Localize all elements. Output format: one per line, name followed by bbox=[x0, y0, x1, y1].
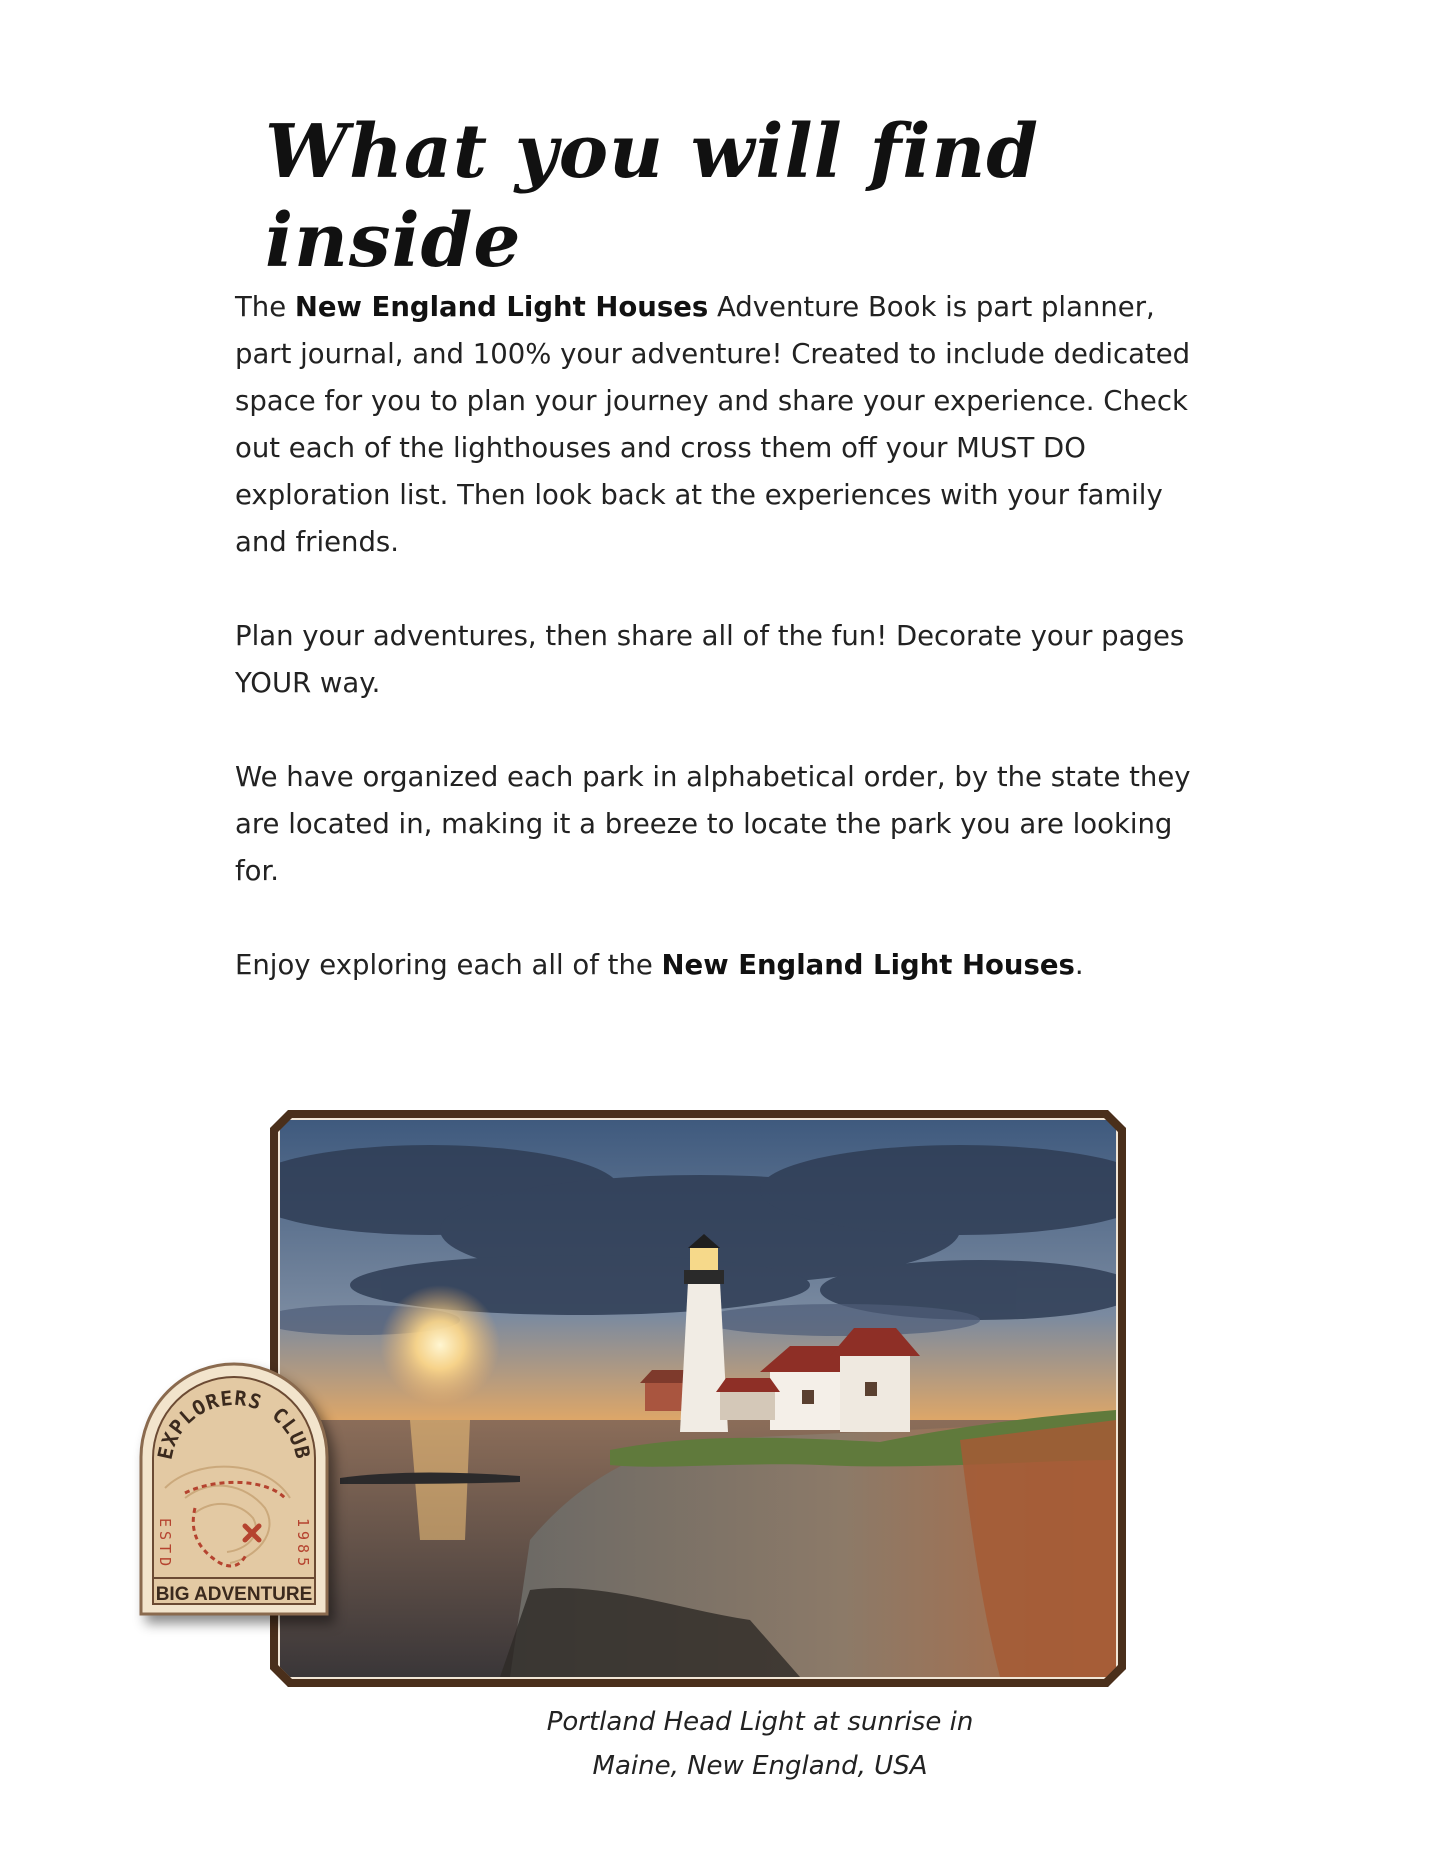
paragraph-enjoy bbox=[235, 942, 1195, 989]
intro-text bbox=[235, 284, 1195, 1036]
lighthouse-sunrise-image bbox=[280, 1120, 1116, 1677]
badge-estd-text: ESTD bbox=[156, 1518, 174, 1571]
paragraph-organized: We have organized each park in alphabetical order, by the state they are located in, making it a breeze to locate the park you are looking for. bbox=[235, 761, 1191, 887]
paragraph-intro bbox=[235, 284, 1195, 566]
caption-line-1: Portland Head Light at sunrise in bbox=[546, 1707, 974, 1737]
paragraph-intro-rest: Adventure Book is part planner, part journal, and 100% your adventure! Created to include dedicated space for you to plan your journey and share your experience. Check out each of the lighthouses and cross them off your MUST DO exploration list. Then look back at the experiences with your family and friends. bbox=[235, 291, 1191, 558]
badge-arc-text: EXPLORERS CLUB bbox=[152, 1385, 316, 1462]
book-name-bold: New England Light Houses bbox=[294, 291, 709, 323]
lighthouse-photo-frame bbox=[270, 1110, 1126, 1687]
badge-year-text: 1985 bbox=[294, 1518, 312, 1571]
paragraph-plan: Plan your adventures, then share all of the fun! Decorate your pages YOUR way. bbox=[235, 620, 1185, 699]
paragraph-enjoy-start: Enjoy exploring each all of the bbox=[235, 949, 662, 981]
page-title: What you will find inside bbox=[265, 109, 1040, 284]
badge-bottom-text: BIG ADVENTURE bbox=[155, 1584, 313, 1605]
explorers-club-badge bbox=[135, 1358, 333, 1620]
badge-graphic bbox=[135, 1358, 333, 1620]
paragraph-enjoy-end: . bbox=[1074, 949, 1084, 981]
lighthouse-photo bbox=[278, 1118, 1118, 1679]
book-name-bold-closing: New England Light Houses bbox=[661, 949, 1075, 981]
photo-caption bbox=[470, 1700, 1050, 1788]
caption-line-2: Maine, New England, USA bbox=[592, 1751, 928, 1781]
paragraph-intro-start: The bbox=[235, 291, 295, 323]
